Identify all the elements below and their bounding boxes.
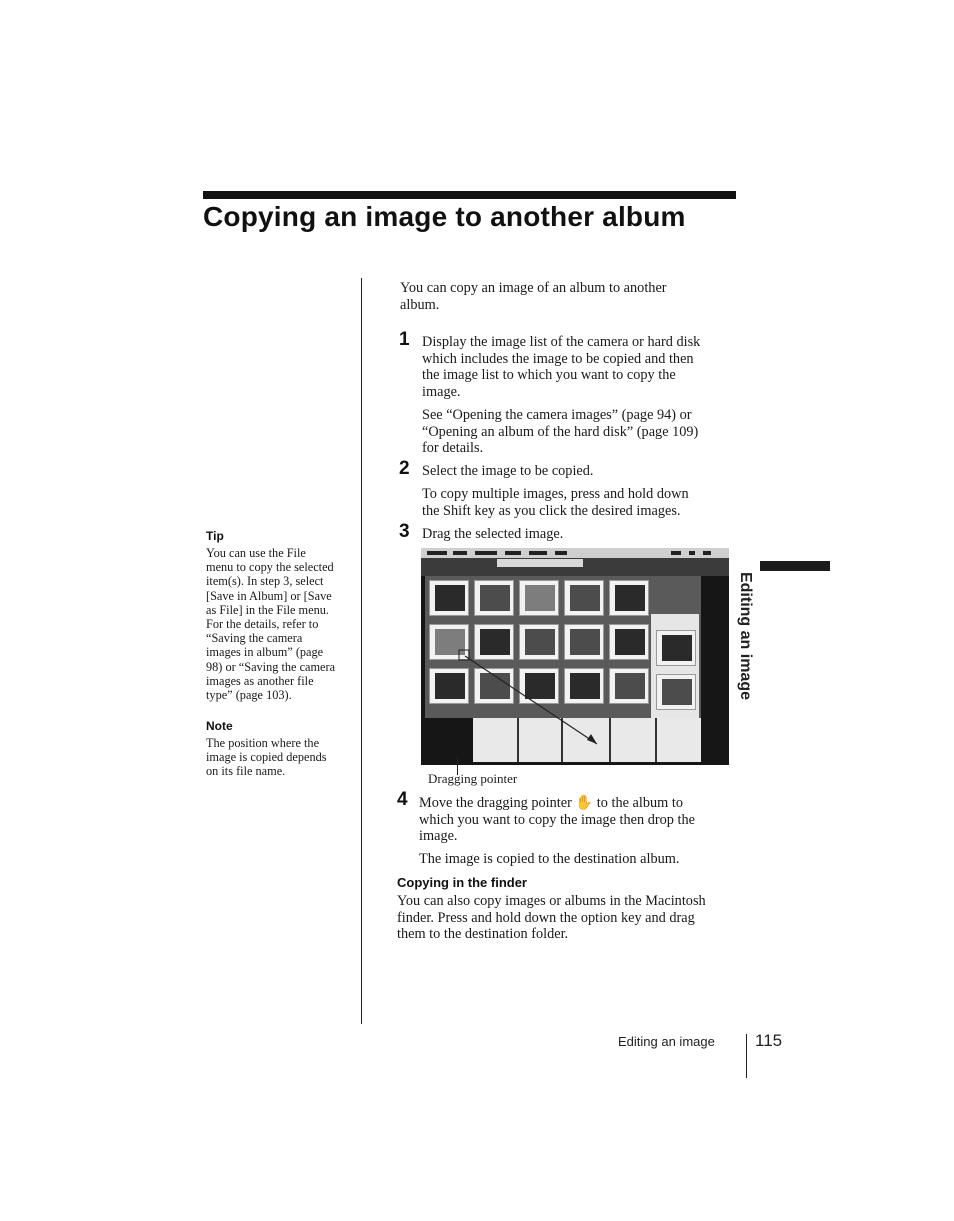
- tip-line: type” (page 103).: [206, 688, 292, 703]
- step-1-line: the image list to which you want to copy the: [422, 367, 676, 384]
- step-4-text: [419, 795, 695, 845]
- album-window-screenshot: [421, 548, 729, 765]
- note-heading: Note: [206, 719, 233, 733]
- finder-line: You can also copy images or albums in the Macintosh: [397, 893, 706, 909]
- note-line: image is copied depends: [206, 750, 327, 765]
- step-1-line: which includes the image to be copied and then: [422, 350, 694, 367]
- step-4-line: Move the dragging pointer ✋ to the album to: [419, 795, 683, 811]
- footer-section-name: Editing an image: [618, 1034, 715, 1049]
- step-4-result: The image is copied to the destination album.: [419, 851, 680, 867]
- step-4-line: image.: [419, 828, 458, 845]
- tip-line: images as another file: [206, 673, 314, 688]
- arrow-head-icon: [587, 734, 597, 744]
- step-3-text: Drag the selected image.: [422, 526, 564, 542]
- footer-divider: [746, 1034, 747, 1078]
- step-3-number: 3: [399, 521, 410, 542]
- finder-line: finder. Press and hold down the option key and drag: [397, 909, 695, 926]
- step-1-see-line: for details.: [422, 440, 484, 457]
- step-1-number: 1: [399, 329, 410, 350]
- note-text: [206, 736, 327, 779]
- step-1-text: [422, 334, 700, 400]
- tip-line: “Saving the camera: [206, 631, 303, 646]
- intro-text: [400, 280, 667, 313]
- step-1-line: image.: [422, 383, 461, 400]
- tip-line: For the details, refer to: [206, 617, 319, 632]
- tip-text: [206, 546, 335, 702]
- tip-line: You can use the File: [206, 546, 306, 560]
- tip-line: as File] in the File menu.: [206, 602, 329, 617]
- finder-line: them to the destination folder.: [397, 926, 569, 943]
- step-1-line: Display the image list of the camera or hard disk: [422, 334, 701, 350]
- intro-line: You can copy an image of an album to another: [400, 280, 667, 296]
- step-2-number: 2: [399, 458, 410, 479]
- step-4-line: which you want to copy the image then drop the: [419, 811, 695, 828]
- tip-heading: Tip: [206, 529, 224, 543]
- drag-path-overlay: [421, 548, 729, 765]
- step-1-see-line: See “Opening the camera images” (page 94) or: [422, 407, 692, 423]
- step-2-extra-line: the Shift key as you click the desired images.: [422, 502, 681, 519]
- page-number: 115: [755, 1031, 783, 1050]
- section-tab-label: Editing an image: [737, 571, 754, 700]
- finder-text: [397, 893, 706, 943]
- column-divider: [361, 278, 362, 1024]
- dragging-pointer-icon: [459, 650, 469, 660]
- figure-caption: Dragging pointer: [428, 771, 518, 786]
- step-2-text: Select the image to be copied.: [422, 463, 594, 479]
- step-1-see-line: “Opening an album of the hard disk” (page 109): [422, 423, 699, 440]
- tip-line: item(s). In step 3, select: [206, 574, 324, 589]
- tip-line: [Save in Album] or [Save: [206, 588, 332, 603]
- page-title: Copying an image to another album: [203, 201, 686, 232]
- note-line: on its file name.: [206, 764, 286, 779]
- step-1-see-text: [422, 407, 698, 457]
- step-4-number: 4: [397, 789, 408, 810]
- intro-line: album.: [400, 296, 440, 313]
- finder-heading: Copying in the finder: [397, 875, 527, 890]
- step-2-extra-line: To copy multiple images, press and hold down: [422, 486, 689, 502]
- note-line: The position where the: [206, 736, 320, 750]
- section-tab-marker: [760, 561, 830, 571]
- tip-line: images in album” (page: [206, 645, 324, 660]
- title-rule: [203, 191, 736, 199]
- tip-line: menu to copy the selected: [206, 560, 334, 575]
- tip-line: 98) or “Saving the camera: [206, 659, 336, 674]
- step-2-extra-text: [422, 486, 689, 519]
